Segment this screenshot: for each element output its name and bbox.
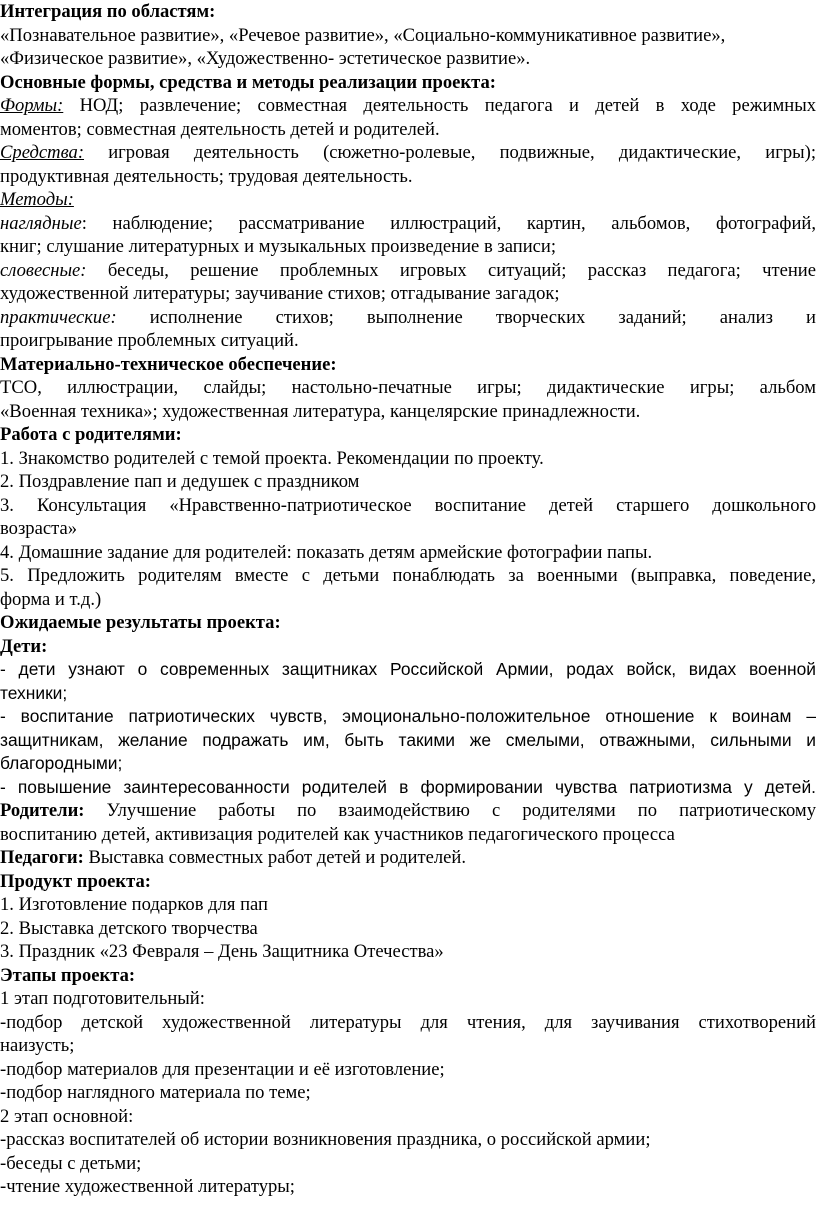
children-result-line: защитникам, желание подражать им, быть такими же смелыми, отважными, сильными и: [0, 729, 816, 750]
stage-item: -подбор детской художественной литературы для чтения, для заучивания стихотворений: [0, 1011, 816, 1033]
stage-item: -подбор материалов для презентации и её изготовление;: [0, 1058, 445, 1080]
practical-methods-line: проигрывание проблемных ситуаций.: [0, 330, 299, 351]
means-line: [0, 141, 816, 165]
stages-heading: Этапы проекта:: [0, 964, 136, 986]
verbal-text: беседы, решение проблемных игровых ситуаций; рассказ педагога; чтение: [86, 259, 816, 281]
parents-work-item: 2. Поздравление пап и дедушек с праздником: [0, 471, 360, 492]
product-heading: Продукт проекта:: [0, 870, 151, 892]
children-result-line: - дети узнают о современных защитниках Российской Армии, родах войск, видах военной: [0, 659, 816, 679]
parents-work-item: возраста»: [0, 518, 77, 539]
children-result-line: техники;: [0, 682, 68, 703]
parents-work-heading: Работа с родителями:: [0, 424, 182, 445]
materials-heading: Материально-техническое обеспечение:: [0, 353, 337, 375]
children-result-line: - воспитание патриотических чувств, эмоционально-положительное отношение к воинам –: [0, 706, 816, 726]
forms-line: моментов; совместная деятельность детей и родителей.: [0, 118, 440, 140]
parents-work-item: 4. Домашние задание для родителей: показать детям армейские фотографии папы.: [0, 541, 653, 563]
verbal-label: словесные:: [0, 259, 87, 281]
visual-methods-line: [0, 212, 816, 236]
parents-work-item: форма и т.д.): [0, 588, 102, 610]
means-label: Средства:: [0, 142, 85, 163]
practical-text: исполнение стихов; выполнение творческих заданий; анализ и: [116, 306, 816, 328]
children-result-line: благородными;: [0, 753, 123, 773]
forms-label: Формы:: [0, 95, 64, 116]
children-result-line: - повышение заинтересованности родителей в формировании чувства патриотизма у детей.: [0, 776, 816, 797]
visual-methods-line: книг; слушание литературных и музыкальных произведение в записи;: [0, 236, 557, 257]
parents-work-item: 1. Знакомство родителей с темой проекта. Рекомендации по проекту.: [0, 447, 544, 469]
practical-label: практические:: [0, 306, 117, 328]
means-text: игровая деятельность (сюжетно-ролевые, подвижные, дидактические, игры);: [84, 142, 816, 163]
integration-line: «Познавательное развитие», «Речевое развитие», «Социально-коммуникативное развитие»,: [0, 24, 726, 46]
forms-line: [0, 94, 816, 118]
integration-heading: Интеграция по областям:: [0, 1, 216, 22]
verbal-methods-line: [0, 259, 816, 283]
teachers-result-label: Педагоги:: [0, 847, 84, 868]
materials-line: ТСО, иллюстрации, слайды; настольно-печатные игры; дидактические игры; альбом: [0, 377, 816, 398]
product-item: 1. Изготовление подарков для пап: [0, 894, 269, 915]
visual-text: : наблюдение; рассматривание иллюстраций, картин, альбомов, фотографий,: [81, 212, 816, 234]
stage-item: наизусть;: [0, 1035, 75, 1056]
parents-result-line: [0, 799, 816, 823]
stage-item: -беседы с детьми;: [0, 1152, 142, 1174]
parents-result-line: воспитанию детей, активизация родителей как участников педагогического процесса: [0, 823, 675, 845]
materials-line: «Военная техника»; художественная литература, канцелярские принадлежности.: [0, 400, 641, 422]
stage-item: -чтение художественной литературы;: [0, 1176, 295, 1197]
means-line: продуктивная деятельность; трудовая деятельность.: [0, 165, 413, 187]
practical-methods-line: [0, 306, 816, 330]
parents-result-label: Родители:: [0, 800, 85, 821]
forms-text: НОД; развлечение; совместная деятельность педагога и детей в ходе режимных: [63, 95, 816, 116]
teachers-result-line: [0, 846, 816, 870]
product-item: 3. Праздник «23 Февраля – День Защитника Отечества»: [0, 941, 444, 962]
stage-item: -рассказ воспитателей об истории возникновения праздника, о российской армии;: [0, 1129, 651, 1150]
parents-work-item: 5. Предложить родителям вместе с детьми понаблюдать за военными (выправка, поведение,: [0, 565, 816, 586]
stage-item: -подбор наглядного материала по теме;: [0, 1082, 311, 1103]
results-heading: Ожидаемые результаты проекта:: [0, 612, 281, 633]
parents-work-item: 3. Консультация «Нравственно-патриотическое воспитание детей старшего дошкольного: [0, 494, 816, 516]
forms-methods-heading: Основные формы, средства и методы реализации проекта:: [0, 71, 496, 93]
stage-title: 1 этап подготовительный:: [0, 988, 205, 1009]
integration-line: «Физическое развитие», «Художественно- эстетическое развитие».: [0, 48, 531, 69]
visual-label: наглядные: [0, 212, 82, 234]
verbal-methods-line: художественной литературы; заучивание стихов; отгадывание загадок;: [0, 283, 560, 304]
stage-title: 2 этап основной:: [0, 1105, 134, 1127]
children-heading: Дети:: [0, 635, 48, 657]
parents-result-text: Улучшение работы по взаимодействию с родителями по патриотическому: [84, 800, 816, 821]
teachers-result-text: Выставка совместных работ детей и родителей.: [83, 847, 467, 868]
methods-label: Методы:: [0, 189, 74, 210]
product-item: 2. Выставка детского творчества: [0, 917, 258, 939]
